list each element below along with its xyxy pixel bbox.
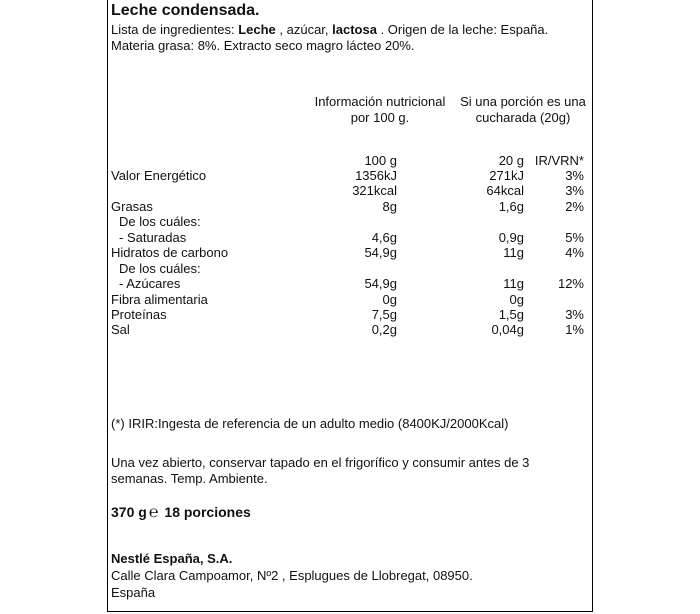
net-weight: 370 g: [111, 504, 147, 520]
company-name: Nestlé España, S.A.: [111, 551, 233, 566]
header-portion-line2: cucharada (20g): [475, 110, 571, 125]
col-header-ir: IR/VRN*: [534, 153, 584, 168]
row-value-20g: 1,6g: [498, 199, 524, 214]
header-portion-line1: Si una porción es una: [460, 94, 586, 109]
storage-instructions-line2: semanas. Temp. Ambiente.: [111, 471, 268, 486]
row-label: Grasas: [111, 199, 153, 214]
footnote: (*) IRIR:Ingesta de referencia de un adulto medio (8400KJ/2000Kcal): [111, 416, 509, 431]
portions-count: 18 porciones: [164, 504, 251, 520]
company-address: Calle Clara Campoamor, Nº2 , Esplugues de Llobregat, 08950.: [111, 568, 473, 583]
row-label: De los cuáles:: [119, 261, 201, 276]
row-value-20g: 0,04g: [491, 322, 524, 337]
row-value-100g: 4,6g: [371, 230, 397, 245]
row-value-20g: 0g: [509, 292, 524, 307]
net-content: [111, 502, 251, 523]
row-label: Valor Energético: [111, 168, 207, 183]
col-header-100g: 100 g: [364, 153, 397, 168]
row-value-20g: 271kJ: [489, 168, 524, 183]
row-value-100g: 0g: [382, 292, 397, 307]
row-label: Sal: [111, 322, 130, 337]
row-label: - Saturadas: [119, 230, 187, 245]
row-value-20g: 1,5g: [498, 307, 524, 322]
row-label: Fibra alimentaria: [111, 292, 208, 307]
row-value-100g: 7,5g: [371, 307, 397, 322]
estimated-sign-icon: ℮: [148, 504, 159, 521]
row-value-ir: 1%: [565, 322, 584, 337]
fat-content-line: Materia grasa: 8%. Extracto seco magro lácteo 20%.: [111, 38, 415, 53]
ingredient-leche: Leche: [238, 22, 276, 37]
row-value-ir: 5%: [565, 230, 584, 245]
product-title: Leche condensada.: [111, 2, 260, 19]
company-country: España: [111, 585, 156, 600]
row-label: Hidratos de carbono: [111, 245, 229, 260]
row-value-100g: 0,2g: [371, 322, 397, 337]
header-per-100-line2: por 100 g.: [350, 110, 410, 125]
header-per-100-line1: Información nutricional: [314, 94, 446, 109]
row-value-100g: 54,9g: [364, 245, 397, 260]
ingredients-line: [111, 22, 548, 38]
row-value-100g: 54,9g: [364, 276, 397, 291]
row-value-20g: 64kcal: [486, 183, 524, 198]
row-label: - Azúcares: [119, 276, 181, 291]
row-value-ir: 3%: [565, 183, 584, 198]
row-value-20g: 0,9g: [498, 230, 524, 245]
row-value-ir: 12%: [557, 276, 584, 291]
row-value-100g: 8g: [382, 199, 397, 214]
row-value-ir: 2%: [565, 199, 584, 214]
row-value-ir: 3%: [565, 307, 584, 322]
storage-instructions-line1: Una vez abierto, conservar tapado en el frigorífico y consumir antes de 3: [111, 455, 530, 470]
ingredients-origin: . Origen de la leche: España.: [376, 22, 549, 37]
row-value-100g: 321kcal: [352, 183, 397, 198]
col-header-20g: 20 g: [498, 153, 524, 168]
ingredients-label: Lista de ingredientes:: [111, 22, 239, 37]
ingredient-lactosa: lactosa: [332, 22, 377, 37]
row-value-20g: 11g: [503, 276, 524, 291]
row-label: De los cuáles:: [119, 214, 201, 229]
row-label: Proteínas: [111, 307, 167, 322]
row-value-ir: 4%: [565, 245, 584, 260]
row-value-100g: 1356kJ: [355, 168, 397, 183]
row-value-ir: 3%: [565, 168, 584, 183]
ingredients-sep: , azúcar,: [275, 22, 333, 37]
row-value-20g: 11g: [503, 245, 524, 260]
